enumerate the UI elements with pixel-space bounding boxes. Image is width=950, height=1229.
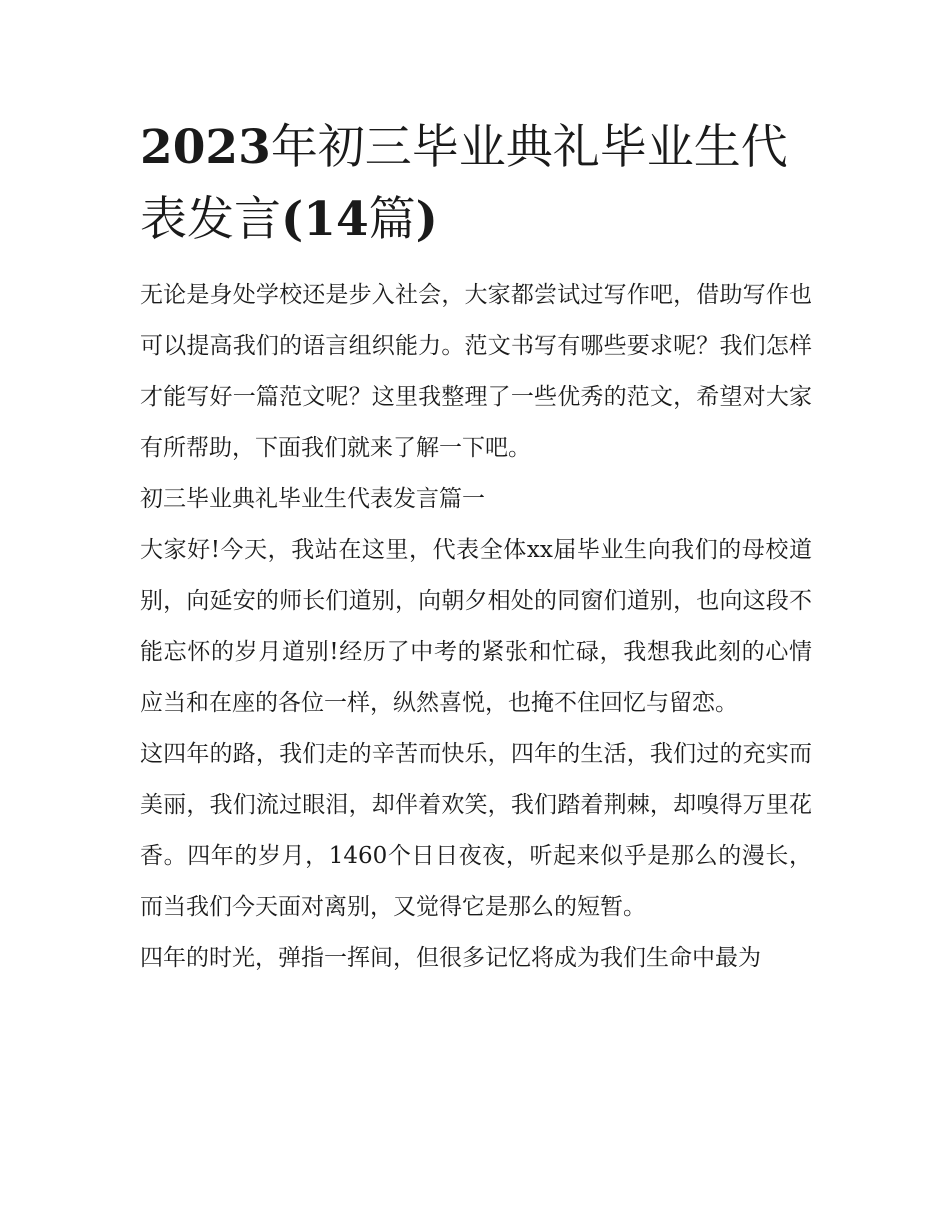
title-latin-run: ) [415, 192, 438, 247]
title-latin-run: 2023 [140, 120, 271, 175]
body-paragraph: 四年的时光，弹指一挥间，但很多记忆将成为我们生命中最为 [140, 945, 761, 971]
intro-paragraph: 无论是身处学校还是步入社会，大家都尝试过写作吧，借助写作也可以提高我们的语言组织能力。范文书写有哪些要求呢？我们怎样才能写好一篇范文呢？这里我整理了一些优秀的范文，希望对大家有所帮助，下面我们就来了解一下吧。 [140, 282, 812, 461]
document-page [140, 112, 812, 984]
title-latin-run: (14 [281, 192, 369, 247]
document-title: 2023年初三毕业典礼毕业生代表发言(14篇) [140, 120, 788, 247]
body-paragraph: 这四年的路，我们走的辛苦而快乐，四年的生活，我们过的充实而美丽，我们流过眼泪，却伴着欢笑，我们踏着荆棘，却嗅得万里花香。四年的岁月，1460个日日夜夜，听起来似乎是那么的漫长，而当我们今天面对离别，又觉得它是那么的短暂。 [140, 741, 812, 920]
body-paragraph: 大家好!今天，我站在这里，代表全体xx届毕业生向我们的母校道别，向延安的师长们道别，向朝夕相处的同窗们道别，也向这段不能忘怀的岁月道别!经历了中考的紧张和忙碌，我想我此刻的心情应当和在座的各位一样，纵然喜悦，也掩不住回忆与留恋。 [140, 537, 812, 716]
section-heading: 初三毕业典礼毕业生代表发言篇一 [140, 486, 485, 512]
